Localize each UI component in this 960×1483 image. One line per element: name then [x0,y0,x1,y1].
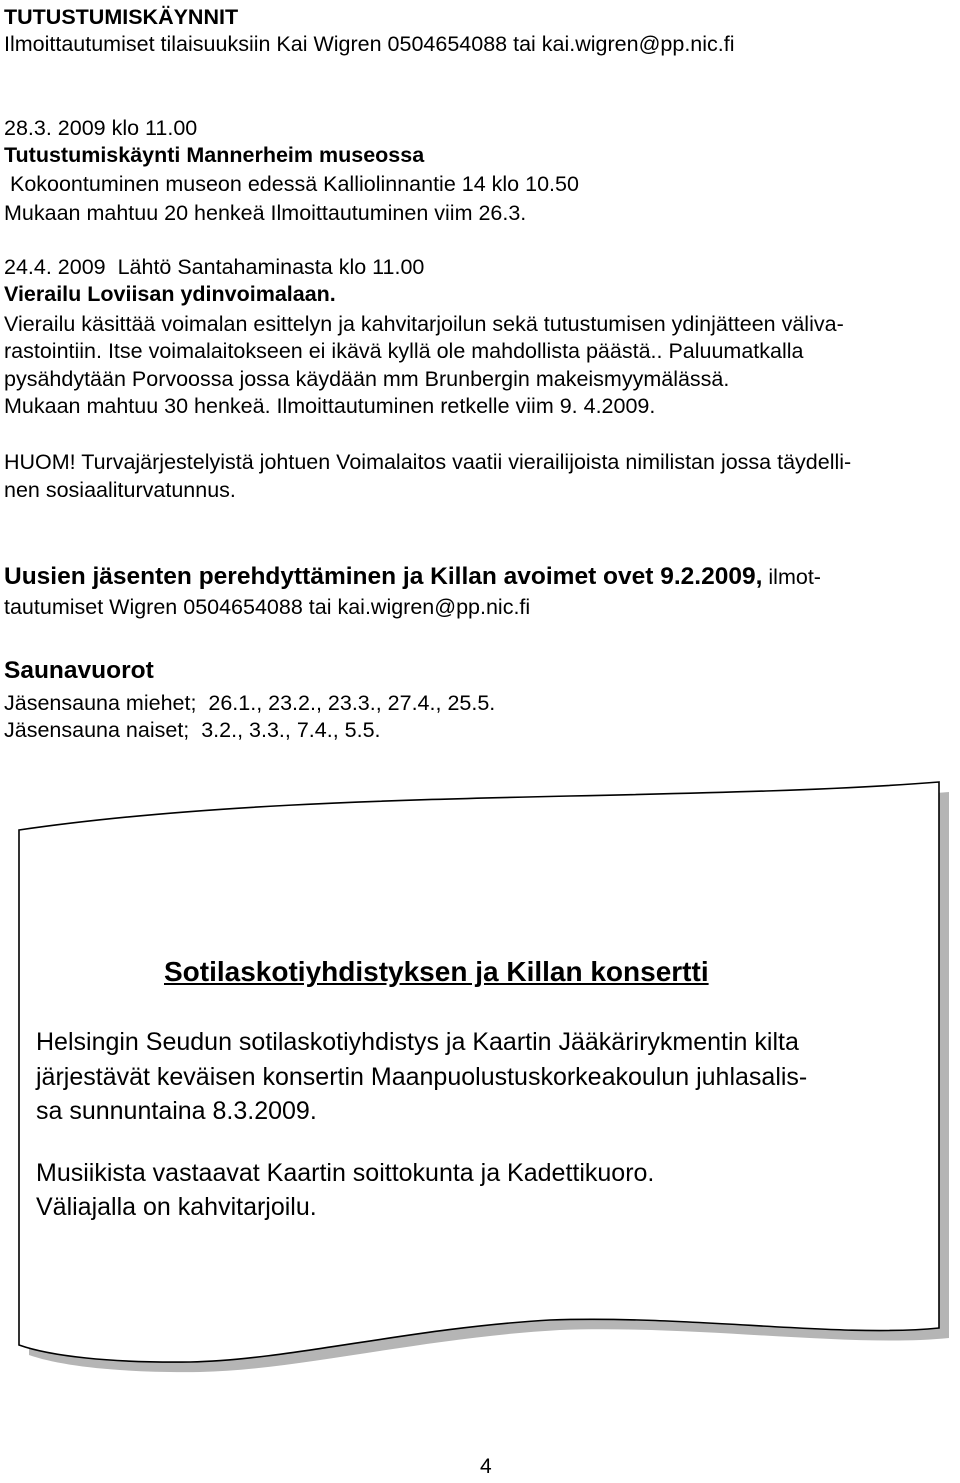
page-number: 4 [480,1455,492,1478]
poster-paragraph2-line2: Väliajalla on kahvitarjoilu. [36,1193,317,1221]
sauna-women: Jäsensauna naiset; 3.2., 3.3., 7.4., 5.5. [4,718,381,742]
visit1-date: 28.3. 2009 klo 11.00 [4,116,198,140]
visit1-meeting-point: Kokoontuminen museon edessä Kalliolinnantie 14 klo 10.50 [4,172,579,196]
new-members-title: Uusien jäsenten perehdyttäminen ja Killan avoimet ovet 9.2.2009, [4,563,763,590]
section-heading-visits: TUTUSTUMISKÄYNNIT [4,5,239,29]
registration-info: Ilmoittautumiset tilaisuuksiin Kai Wigren 0504654088 tai kai.wigren@pp.nic.fi [4,32,735,56]
poster-paragraph1-line1: Helsingin Seudun sotilaskotiyhdistys ja Kaartin Jääkärirykmentin kilta [36,1028,799,1056]
visit2-desc-line2: rastointiin. Itse voimalaitokseen ei ikävä kyllä ole mahdollista päästä.. Paluumatkalla [4,339,804,363]
visit1-capacity: Mukaan mahtuu 20 henkeä Ilmoittautuminen viim 26.3. [4,201,527,225]
poster-paragraph2-line1: Musiikista vastaavat Kaartin soittokunta ja Kadettikuoro. [36,1159,655,1187]
visit2-desc-line3: pysähdytään Porvoossa jossa käydään mm Brunbergin makeismyymälässä. [4,367,730,391]
poster-paragraph1-line2: järjestävät keväisen konsertin Maanpuolustuskorkeakoulun juhlasalis- [36,1063,808,1091]
security-note-line2: nen sosiaaliturvatunnus. [4,478,236,502]
poster-title: Sotilaskotiyhdistyksen ja Killan konsertti [164,956,709,987]
poster-paragraph1-line3: sa sunnuntaina 8.3.2009. [36,1097,317,1125]
visit2-desc-line1: Vierailu käsittää voimalan esittelyn ja kahvitarjoilun sekä tutustumisen ydinjätteen väliva- [4,312,844,336]
visit2-desc-line4: Mukaan mahtuu 30 henkeä. Ilmoittautuminen retkelle viim 9. 4.2009. [4,394,656,418]
visit1-title: Tutustumiskäynti Mannerheim museossa [4,143,425,167]
sauna-title: Saunavuorot [4,657,154,684]
sauna-men: Jäsensauna miehet; 26.1., 23.2., 23.3., 27.4., 25.5. [4,691,496,715]
visit2-title: Vierailu Loviisan ydinvoimalaan. [4,282,336,306]
security-note-line1: HUOM! Turvajärjestelyistä johtuen Voimalaitos vaatii vierailijoista nimilistan jossa täydelli- [4,450,852,474]
new-members-registration-tail: ilmot- [762,565,821,589]
visit2-date: 24.4. 2009 Lähtö Santahaminasta klo 11.00 [4,255,425,279]
new-members-line2: tautumiset Wigren 0504654088 tai kai.wigren@pp.nic.fi [4,595,531,619]
